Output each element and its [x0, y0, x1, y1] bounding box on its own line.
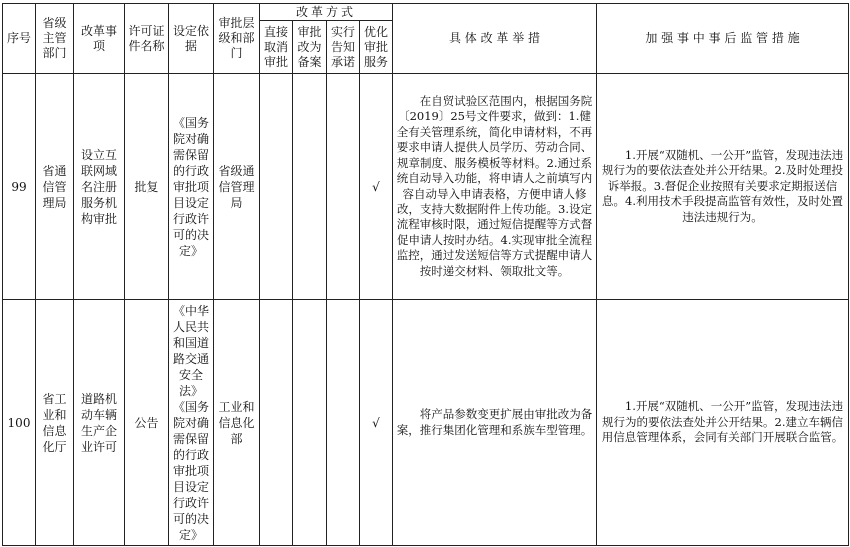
row-mode-promise: [327, 300, 360, 546]
row-measures: [393, 74, 597, 300]
row-mode-optimize: √: [360, 74, 393, 300]
row-cert: 批复: [125, 74, 169, 300]
header-mode-cancel: 直接取消审批: [260, 21, 293, 74]
header-level: 审批层级和部门: [214, 4, 260, 74]
row-mode-cancel: [260, 74, 293, 300]
row-item: 道路机动车辆生产企业许可: [74, 300, 125, 546]
row-basis: 《中华人民共和国道路交通安全法》《国务院对确需保留的行政审批项目设定行政许可的决定》: [169, 300, 214, 546]
row-seq: 99: [3, 74, 36, 300]
table-row: [3, 74, 849, 300]
header-mode-record: 审批改为备案: [293, 21, 327, 74]
row-mode-record: [293, 300, 327, 546]
header-basis: 设定依据: [169, 4, 214, 74]
row-level: 工业和信息化部: [214, 300, 260, 546]
table-row: [3, 300, 849, 546]
row-seq: 100: [3, 300, 36, 546]
header-dept: 省级主管部门: [36, 4, 74, 74]
header-seq: 序号: [3, 4, 36, 74]
header-cert: 许可证件名称: [125, 4, 169, 74]
header-supervision: 加 强 事 中 事 后 监 管 措 施: [597, 4, 849, 74]
row-item: 设立互联网域名注册服务机构审批: [74, 74, 125, 300]
row-mode-promise: [327, 74, 360, 300]
row-dept: 省工业和信息化厅: [36, 300, 74, 546]
row-measures-text: 将产品参数变更扩展由审批改为备案，推行集团化管理和系族车型管理。: [396, 407, 593, 437]
row-basis: 《国务院对确需保留的行政审批项目设定行政许可的决定》: [169, 74, 214, 300]
row-mode-record: [293, 74, 327, 300]
row-mode-optimize: √: [360, 300, 393, 546]
header-reform-mode: 改革方式: [260, 4, 393, 21]
row-cert: 公告: [125, 300, 169, 546]
row-supervision: [597, 74, 849, 300]
reform-table: [2, 3, 849, 546]
header-mode-promise: 实行告知承诺: [327, 21, 360, 74]
header-row-top: [3, 4, 849, 21]
header-measures: 具 体 改 革 举 措: [393, 4, 597, 74]
row-supervision-text: 1.开展“双随机、一公开”监管，发现违法违规行为的要依法查处并公开结果。2.建立车辆信用信息管理体系，会同有关部门开展联合监管。: [601, 399, 844, 445]
row-measures: [393, 300, 597, 546]
row-supervision-text: 1.开展“双随机、一公开”监管，发现违法违规行为的要依法查处并公开结果。2.及时处理投诉举报。3.督促企业按照有关要求定期报送信息。4.利用技术手段提高监管有效性，及时处置违法违规行为。: [602, 147, 844, 224]
row-supervision: [597, 300, 849, 546]
row-mode-cancel: [260, 300, 293, 546]
row-dept: 省通信管理局: [36, 74, 74, 300]
header-mode-optimize: 优化审批服务: [360, 21, 393, 74]
row-measures-text: 在自贸试验区范围内，根据国务院〔2019〕25号文件要求，做到：1.健全有关管理系统，简化申请材料，不再要求申请人提供人员学历、劳动合同、规章制度、服务模板等材料。2.通过系统自动导入功能，将申请人之前填写内容自动导入申请表格，方便申请人修改，支持大数据附件上传功能。3.设定流程审核时限，通过短信提醒等方式督促申请人按时办结。4.实现审批全流程监控，通过发送短信等方式提醒申请人按时递交材料、领取批文等。: [396, 94, 593, 278]
header-item: 改革事项: [74, 4, 125, 74]
row-level: 省级通信管理局: [214, 74, 260, 300]
